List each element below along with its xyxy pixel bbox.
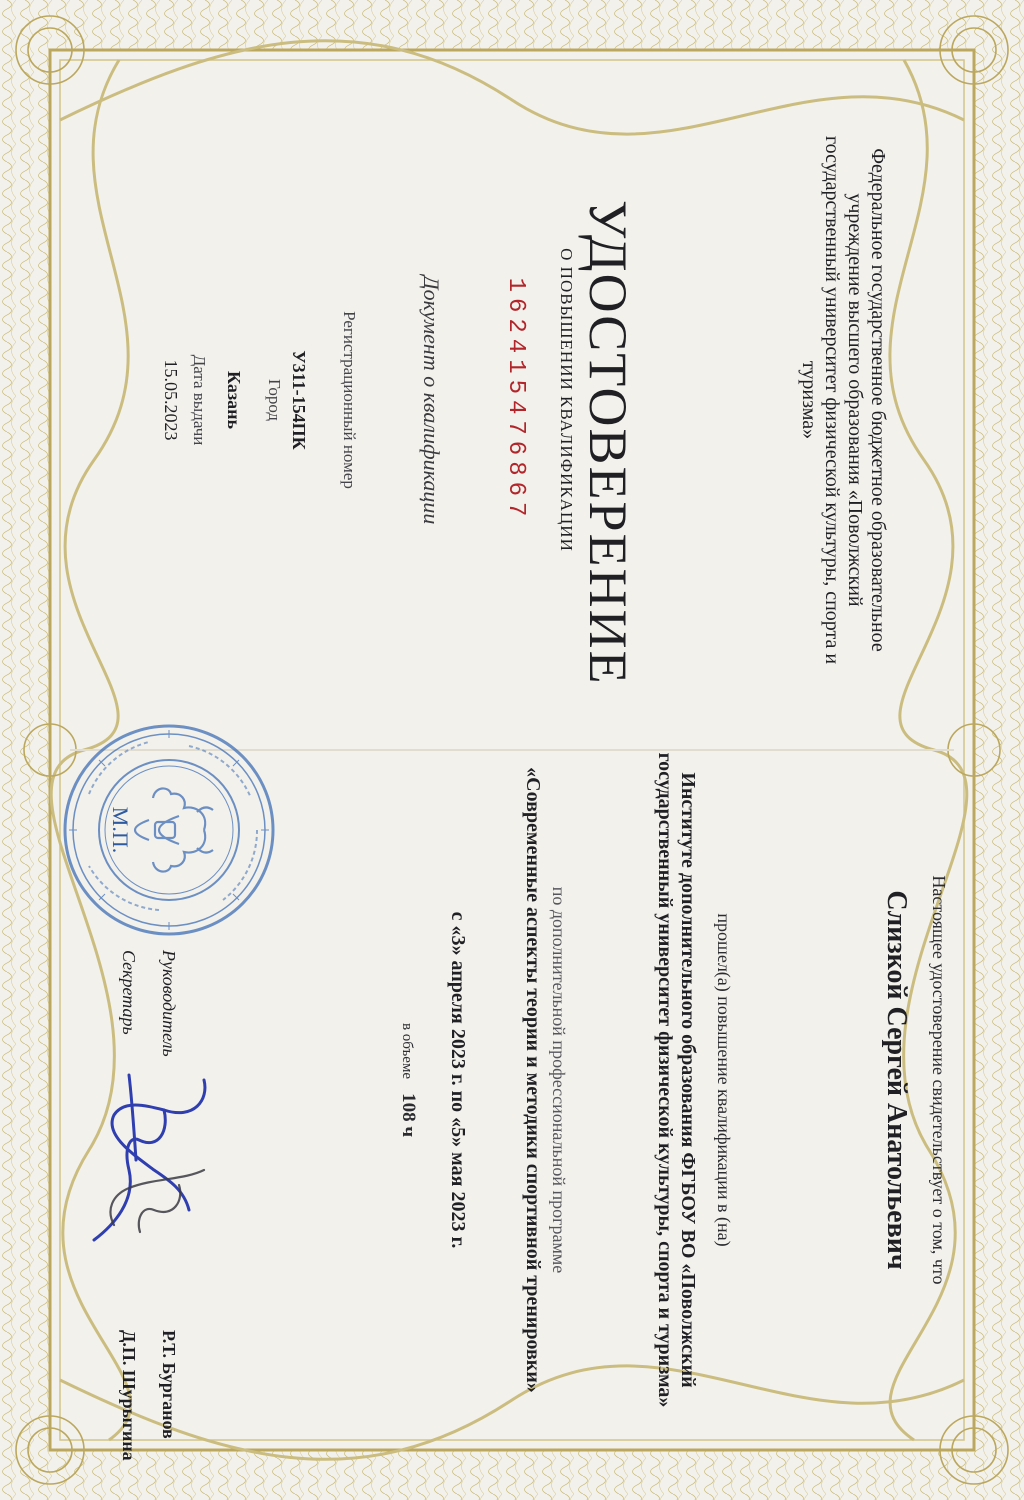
- intro-text: Настоящее удостоверение свидетельствует о том, что: [929, 875, 949, 1285]
- registration-label: Регистрационный номер: [340, 311, 359, 489]
- training-volume: [397, 760, 419, 1400]
- institution-name: Институте дополнительного образования ФГБОУ ВО «Поволжский государственный университет физической культуры, спорта и туризма»: [654, 752, 699, 1408]
- secretary-role: Секретарь: [119, 950, 139, 1035]
- volume-value: 108 ч: [398, 1093, 419, 1138]
- serial-number: 162415476867: [502, 277, 529, 523]
- holder-name: Слизкой Сергей Анатольевич: [881, 890, 912, 1270]
- secretary-name: Д.П. Шурыгина: [119, 1330, 139, 1461]
- official-seal-icon: [59, 720, 279, 940]
- handwritten-signature-icon: [84, 1060, 224, 1250]
- passed-text: прошел(а) повышение квалификации в (на): [714, 913, 734, 1247]
- issue-date: 15.05.2023: [161, 359, 181, 441]
- seal-label: М.П.: [108, 806, 133, 854]
- city-value: Казань: [224, 371, 244, 429]
- document-type: Документ о квалификации: [419, 275, 444, 525]
- organization-name: Федеральное государственное бюджетное образовательное учреждение высшего образования «Поволжский государственный университет физической культуры, спорта и туризма»: [798, 135, 889, 665]
- issue-date-label: Дата выдачи: [190, 354, 209, 446]
- head-name: Р.Т. Бурганов: [159, 1330, 179, 1439]
- registration-number: У311-154ПК: [289, 350, 309, 450]
- city-label: Город: [265, 379, 284, 421]
- program-label: по дополнительной профессиональной программе: [549, 886, 569, 1274]
- document-title: УДОСТОВЕРЕНИЕ: [578, 200, 638, 686]
- document-subtitle: О ПОВЫШЕНИИ КВАЛИФИКАЦИИ: [557, 248, 576, 552]
- program-name: «Современные аспекты теории и методики спортивной тренировки»: [522, 767, 544, 1393]
- volume-label: в объеме: [399, 1022, 415, 1080]
- head-role: Руководитель: [159, 950, 179, 1057]
- training-period: с «3» апреля 2023 г. по «5» мая 2023 г.: [447, 911, 469, 1249]
